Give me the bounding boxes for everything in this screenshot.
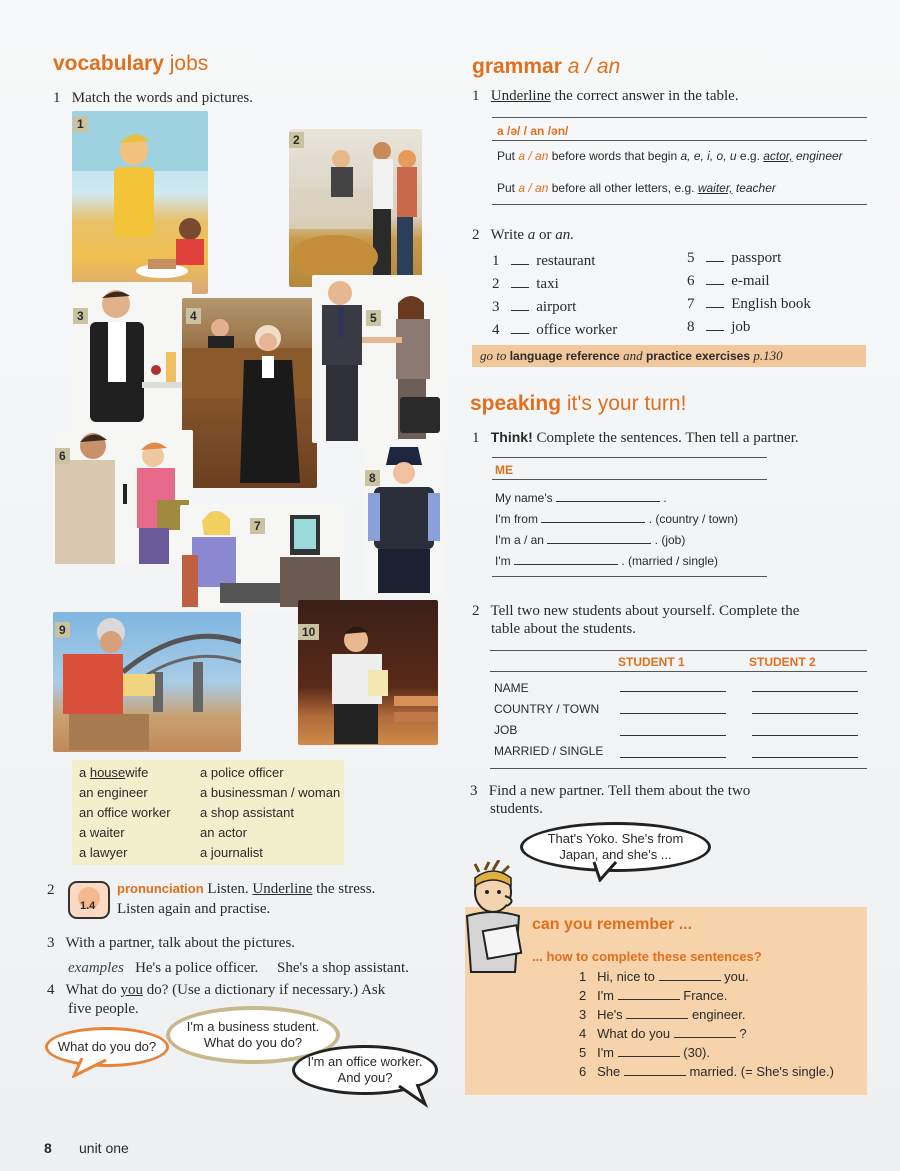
blank-input[interactable] <box>659 968 721 981</box>
row-label: COUNTRY / TOWN <box>494 702 600 716</box>
picture-number: 7 <box>250 518 265 534</box>
ex-text: do? (Use a dictionary if necessary.) Ask <box>146 982 386 998</box>
bubble-text: What do you do? <box>203 1035 303 1050</box>
bubble-text: Japan, and she's ... <box>559 847 672 862</box>
ex-instruction: Tell two new students about yourself. Complete the <box>490 603 800 619</box>
bubble-text: I'm a business student. <box>186 1019 320 1034</box>
bubble-text: And you? <box>337 1070 393 1085</box>
ex-text: Listen again and practise. <box>117 901 271 917</box>
blank-input[interactable] <box>706 295 724 308</box>
picture-number: 4 <box>186 308 201 324</box>
ex-instruction: Complete the sentences. Then tell a partner. <box>536 430 799 446</box>
ex-text: What do <box>65 982 117 998</box>
ex-instruction: the correct answer in the table. <box>554 88 739 104</box>
ex-number: 2 <box>472 603 480 619</box>
unit-label: unit one <box>79 1140 129 1156</box>
item-number: 2 <box>579 988 587 1003</box>
rule-option: a / an <box>518 181 549 195</box>
table-rule <box>492 117 867 118</box>
picture-number: 8 <box>365 470 380 486</box>
ref-text: and <box>623 348 643 363</box>
blank-input[interactable] <box>620 744 726 758</box>
ex-text: Write <box>490 227 525 243</box>
word-list-col1 <box>79 763 171 863</box>
grammar-ex2 <box>472 227 574 244</box>
heading-bold: vocabulary <box>53 52 164 75</box>
item-text: France. <box>683 988 728 1003</box>
remember-subtitle: ... how to complete these sentences? <box>532 949 762 964</box>
grammar-heading <box>472 55 620 79</box>
item-word: taxi <box>536 276 559 292</box>
blank-input[interactable] <box>706 318 724 331</box>
item-number: 3 <box>579 1007 587 1022</box>
blank-input[interactable] <box>618 987 680 1000</box>
lawyer-illustration <box>182 298 317 488</box>
table-rule <box>492 204 867 205</box>
gap-item <box>492 296 617 319</box>
vocabulary-heading <box>53 52 208 76</box>
picture-6-journalist <box>53 430 193 564</box>
vocab-ex1 <box>53 90 253 107</box>
blank-input[interactable] <box>556 489 660 502</box>
police-officer-illustration <box>364 443 444 595</box>
remember-item <box>579 986 834 1005</box>
table-rule <box>490 671 867 672</box>
ex-instruction: students. <box>490 801 543 817</box>
picture-2-shop-assistant <box>289 129 422 287</box>
blank-input[interactable] <box>674 1025 736 1038</box>
rule-text: Put <box>497 181 516 195</box>
blank-input[interactable] <box>514 552 618 565</box>
blank-input[interactable] <box>752 700 858 714</box>
picture-number: 1 <box>73 116 88 132</box>
item-text: I'm <box>597 1045 615 1060</box>
ex-number: 2 <box>472 227 480 243</box>
picture-8-police-officer <box>364 443 444 595</box>
gap-item <box>687 270 811 293</box>
item-word: restaurant <box>536 253 596 269</box>
blank-input[interactable] <box>626 1006 688 1019</box>
sentence-text: . (married / single) <box>621 554 719 568</box>
audio-track-icon[interactable] <box>68 881 110 919</box>
col-student-1: STUDENT 1 <box>618 655 685 669</box>
speaking-ex2 <box>472 603 799 620</box>
sentence-text: . <box>663 491 667 505</box>
picture-5-businessman <box>312 275 446 443</box>
blank-input[interactable] <box>541 510 645 523</box>
rule-example: actor, <box>763 149 793 163</box>
ex-number: 4 <box>47 982 55 998</box>
sentence-text: I'm <box>495 554 511 568</box>
rule-example: teacher <box>735 181 776 195</box>
ex-text-underline: you <box>120 982 143 998</box>
ex-text: the stress. <box>316 881 376 897</box>
table-rule <box>492 457 767 458</box>
sentence-text: I'm from <box>495 512 538 526</box>
item-number: 3 <box>492 299 500 315</box>
table-rule <box>492 140 867 141</box>
blank-input[interactable] <box>620 678 726 692</box>
row-label: JOB <box>494 723 518 737</box>
item-text: What do you <box>597 1026 671 1041</box>
picture-3-waiter <box>72 282 192 430</box>
housewife-illustration <box>72 111 208 294</box>
item-text: I'm <box>597 988 615 1003</box>
bubble-text: That's Yoko. She's from <box>547 831 684 846</box>
ex-text: five people. <box>68 1001 139 1017</box>
item-text: (30). <box>683 1045 710 1060</box>
rule-text: Put <box>497 149 516 163</box>
grammar-table-head: a /ə/ / an /ən/ <box>497 124 569 138</box>
rule-example: engineer <box>795 149 843 163</box>
sentence-text: . (job) <box>654 533 686 547</box>
ref-text: go to <box>480 348 507 363</box>
gap-item <box>492 250 617 273</box>
business-people-illustration <box>312 275 446 443</box>
word-item: a waiter <box>79 825 125 840</box>
speaking-ex1 <box>472 429 799 447</box>
picture-10-actor <box>298 600 438 745</box>
word-item: a shop assistant <box>200 805 294 820</box>
ex-number: 1 <box>472 430 480 446</box>
rule-option: a / an <box>518 149 549 163</box>
student-1-column <box>620 678 728 758</box>
blank-input[interactable] <box>511 321 529 334</box>
blank-input[interactable] <box>752 722 858 736</box>
item-number: 5 <box>579 1045 587 1060</box>
sentence-text: . (country / town) <box>648 512 739 526</box>
blank-input[interactable] <box>620 722 726 736</box>
item-word: passport <box>731 250 782 266</box>
bubble-tail <box>590 860 630 882</box>
rule-text: before words that begin <box>551 149 678 163</box>
me-sentence <box>495 530 738 551</box>
speaking-heading <box>470 392 686 416</box>
rule-vowels: a, e, i, o, u <box>680 149 737 163</box>
table-rule <box>492 479 767 480</box>
blank-input[interactable] <box>511 275 529 288</box>
word-item: a police officer <box>200 765 284 780</box>
word-item: a housewife <box>79 765 149 780</box>
item-text: ? <box>739 1026 747 1041</box>
picture-4-lawyer <box>182 298 317 488</box>
heading-light: it's your turn! <box>566 392 687 415</box>
picture-number: 2 <box>289 132 304 148</box>
bubble-text: I'm an office worker. <box>307 1054 423 1069</box>
remember-title: can you remember ... <box>532 916 693 933</box>
ref-link[interactable]: language reference <box>509 349 620 363</box>
blank-input[interactable] <box>752 744 858 758</box>
rule-text: before all other letters, e.g. <box>551 181 695 195</box>
blank-input[interactable] <box>706 272 724 285</box>
item-number: 1 <box>579 969 587 984</box>
blank-input[interactable] <box>618 1044 680 1057</box>
remember-item <box>579 967 834 986</box>
blank-input[interactable] <box>624 1063 686 1076</box>
word-item: a journalist <box>200 845 263 860</box>
audio-track-number: 1.4 <box>80 900 96 912</box>
ex-text: or <box>539 227 552 243</box>
picture-number: 5 <box>366 310 381 326</box>
rule-example: waiter, <box>697 181 733 195</box>
bubble-tail <box>395 1084 435 1108</box>
word-item: an actor <box>200 825 247 840</box>
speaking-ex3 <box>470 783 750 800</box>
picture-number: 3 <box>73 308 88 324</box>
journalist-illustration <box>53 430 193 564</box>
ex-instruction: Match the words and pictures. <box>71 90 253 106</box>
sentence-text: My name's <box>495 491 553 505</box>
bubble-text: What do you do? <box>57 1039 157 1054</box>
item-number: 4 <box>492 322 500 338</box>
ex-text: a <box>527 227 536 243</box>
word-list-col2 <box>200 763 340 863</box>
rule-text: e.g. <box>739 149 760 163</box>
item-number: 7 <box>687 296 695 312</box>
blank-input[interactable] <box>511 252 529 265</box>
heading-bold: speaking <box>470 392 562 415</box>
item-number: 6 <box>687 273 695 289</box>
think-label: Think! <box>490 429 533 445</box>
ex-instruction: With a partner, talk about the pictures. <box>65 935 296 951</box>
row-label: MARRIED / SINGLE <box>494 744 604 758</box>
sentence-text: I'm a / an <box>495 533 544 547</box>
item-word: office worker <box>536 322 618 338</box>
remember-item <box>579 1005 834 1024</box>
remember-item <box>579 1024 834 1043</box>
ex-text-underline: Underline <box>490 88 551 104</box>
heading-bold: grammar <box>472 55 562 78</box>
item-word: job <box>731 319 751 335</box>
picture-number: 9 <box>55 622 70 638</box>
me-sentence <box>495 551 738 572</box>
grammar-rule-2 <box>497 181 857 195</box>
item-text: you. <box>724 969 749 984</box>
table-rule <box>490 768 867 769</box>
ref-page: p.130 <box>753 348 783 363</box>
heading-light: a / an <box>567 55 621 78</box>
examples-label: examples <box>68 960 124 976</box>
me-sentence <box>495 509 738 530</box>
item-word: e-mail <box>731 273 770 289</box>
item-word: English book <box>731 296 811 312</box>
blank-input[interactable] <box>706 249 724 262</box>
ex-instruction: Find a new partner. Tell them about the two <box>488 783 751 799</box>
item-text: married. (= She's single.) <box>689 1064 834 1079</box>
item-number: 5 <box>687 250 695 266</box>
ex-instruction: table about the students. <box>491 621 636 637</box>
me-label: ME <box>495 463 513 477</box>
picture-9-engineer <box>53 612 241 752</box>
picture-number: 6 <box>55 448 70 464</box>
heading-light: jobs <box>169 52 209 75</box>
bubble-tail <box>72 1058 122 1078</box>
item-number: 1 <box>492 253 500 269</box>
ex-text: an. <box>555 227 575 243</box>
vocab-ex2 <box>117 881 375 898</box>
item-word: airport <box>536 299 577 315</box>
examples-line <box>68 960 409 977</box>
gap-item <box>687 247 811 270</box>
word-item: a businessman / woman <box>200 785 341 800</box>
remember-item <box>579 1062 834 1081</box>
example-sentence: She's a shop assistant. <box>277 960 409 976</box>
ex-number: 3 <box>470 783 478 799</box>
student-2-column <box>752 678 860 758</box>
thinking-student-icon <box>445 860 535 980</box>
word-item: an engineer <box>79 785 148 800</box>
language-reference-bar[interactable] <box>472 345 866 367</box>
waiter-illustration <box>72 282 192 430</box>
ex-number: 2 <box>47 882 55 898</box>
ref-link[interactable]: practice exercises <box>645 349 751 363</box>
engineer-illustration <box>53 612 241 752</box>
example-sentence: He's a police officer. <box>135 960 259 976</box>
page-number: 8 <box>44 1140 52 1156</box>
item-number: 2 <box>492 276 500 292</box>
vocab-ex3 <box>47 935 295 952</box>
grammar-ex1 <box>472 88 739 105</box>
gap-item <box>687 316 811 339</box>
blank-input[interactable] <box>752 678 858 692</box>
item-number: 4 <box>579 1026 587 1041</box>
me-sentences <box>495 488 738 572</box>
remember-item <box>579 1043 834 1062</box>
word-list-box <box>72 760 344 865</box>
ex-number: 1 <box>472 88 480 104</box>
pronunciation-label: pronunciation <box>117 881 204 896</box>
blank-input[interactable] <box>511 298 529 311</box>
blank-input[interactable] <box>620 700 726 714</box>
picture-number: 10 <box>298 624 319 640</box>
item-text: Hi, nice to <box>597 969 655 984</box>
ex-text-underline: Underline <box>252 881 313 897</box>
picture-1-housewife <box>72 111 208 294</box>
blank-input[interactable] <box>547 531 651 544</box>
word-item: an office worker <box>79 805 171 820</box>
ex-number: 1 <box>53 90 61 106</box>
item-number: 6 <box>579 1064 587 1079</box>
table-rule <box>490 650 867 651</box>
actor-illustration <box>298 600 438 745</box>
me-sentence <box>495 488 738 509</box>
ex-number: 3 <box>47 935 55 951</box>
item-text: She <box>597 1064 621 1079</box>
gap-item <box>492 319 617 342</box>
col-student-2: STUDENT 2 <box>749 655 816 669</box>
vocab-ex4 <box>47 982 385 999</box>
shop-assistant-illustration <box>289 129 422 287</box>
gap-item <box>687 293 811 316</box>
student-table-rows <box>494 678 603 762</box>
table-rule <box>492 576 767 577</box>
gap-item <box>492 273 617 296</box>
item-text: He's <box>597 1007 623 1022</box>
item-number: 8 <box>687 319 695 335</box>
ex-text: Listen. <box>207 881 249 897</box>
remember-items <box>579 967 834 1081</box>
row-label: NAME <box>494 681 529 695</box>
grammar-rule-1 <box>497 148 857 165</box>
grammar-items-right <box>687 247 811 339</box>
word-item: a lawyer <box>79 845 128 860</box>
item-text: engineer. <box>691 1007 746 1022</box>
grammar-items-left <box>492 250 617 342</box>
